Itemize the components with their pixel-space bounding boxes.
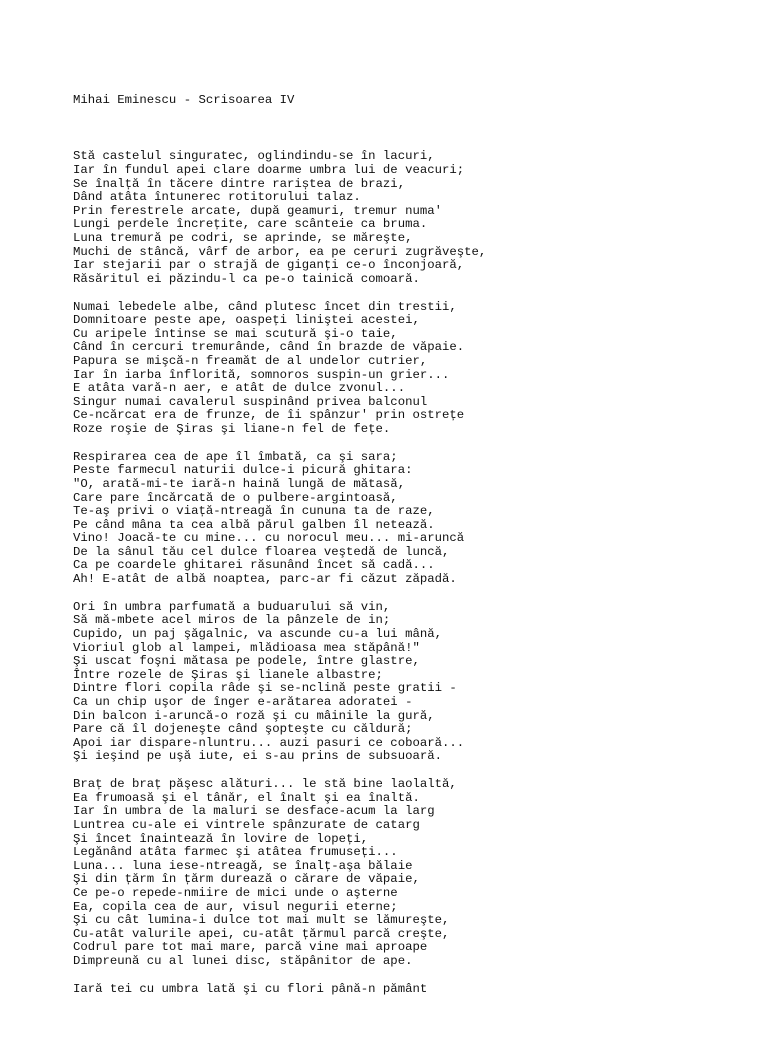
stanza <box>73 150 753 286</box>
poem-line: Şi uscat foşni mătasa pe podele, între glastre, <box>73 654 420 669</box>
poem-body <box>73 150 753 996</box>
poem-line: Ce pe-o repede-nmiire de mici unde o aşterne <box>73 885 398 900</box>
poem-line: Singur numai cavalerul suspinând privea balconul <box>73 394 428 409</box>
poem-line: Şi din țărm în țărm durează o cărare de văpaie, <box>73 872 420 887</box>
poem-line: Cu aripele întinse se mai scutură şi-o taie, <box>73 326 398 341</box>
poem-text <box>73 67 753 1038</box>
poem-line: Ea frumoasă şi el tânăr, el înalt şi ea înaltă. <box>73 790 420 805</box>
poem-line: Vino! Joacă-te cu mine... cu norocul meu... mi-aruncă <box>73 531 465 546</box>
stanza <box>73 983 753 997</box>
poem-line: Care pare încărcată de o pulbere-argintoasă, <box>73 490 398 505</box>
poem-line: Iar în umbra de la maluri se desface-acum la larg <box>73 804 435 819</box>
poem-line: Luna tremură pe codri, se aprinde, se măreşte, <box>73 231 413 246</box>
poem-line: Din balcon i-aruncă-o roză şi cu mâinile la gură, <box>73 708 435 723</box>
poem-line: Iar în iarba înflorită, somnoros suspin-un grier... <box>73 367 450 382</box>
poem-line: Lungi perdele încrețite, care scânteie ca bruma. <box>73 217 428 232</box>
poem-line: Luna... luna iese-ntreagă, se înalț-aşa bălaie <box>73 858 413 873</box>
poem-line: Să mă-mbete acel miros de la pânzele de in; <box>73 613 391 628</box>
poem-line: Braț de braț păşesc alături... le stă bine laolaltă, <box>73 777 457 792</box>
poem-line: Când în cercuri tremurânde, când în brazde de văpaie. <box>73 340 465 355</box>
poem-line: Stă castelul singuratec, oglindindu-se în lacuri, <box>73 149 435 164</box>
poem-line: Ca pe coardele ghitarei răsunând încet să cadă... <box>73 558 435 573</box>
poem-line: Iar stejarii par o strajă de giganți ce-o înconjoară, <box>73 258 465 273</box>
poem-line: Prin ferestrele arcate, după geamuri, tremur numa' <box>73 203 442 218</box>
poem-line: Numai lebedele albe, când plutesc încet din trestii, <box>73 299 457 314</box>
poem-line: Şi încet înaintează în lovire de lopeți, <box>73 831 369 846</box>
poem-line: Între rozele de Şiras şi lianele albastre; <box>73 667 383 682</box>
poem-line: Vioriul glob al lampei, mlădioasa mea stăpână!" <box>73 640 420 655</box>
poem-line: Respirarea cea de ape îl îmbată, ca şi sara; <box>73 449 398 464</box>
poem-line: Codrul pare tot mai mare, parcă vine mai aproape <box>73 940 428 955</box>
stanza <box>73 451 753 587</box>
poem-line: Domnitoare peste ape, oaspeți liniştei acestei, <box>73 313 420 328</box>
poem-line: Iar în fundul apei clare doarme umbra lui de veacuri; <box>73 163 465 178</box>
poem-line: "O, arată-mi-te iară-n haină lungă de mătasă, <box>73 476 406 491</box>
stanza <box>73 601 753 764</box>
poem-line: Cupido, un paj şăgalnic, va ascunde cu-a lui mână, <box>73 627 442 642</box>
stanza <box>73 301 753 437</box>
poem-line: Cu-atât valurile apei, cu-atât țărmul parcă creşte, <box>73 926 450 941</box>
poem-line: E atâta vară-n aer, e atât de dulce zvonul... <box>73 381 406 396</box>
poem-line: Ori în umbra parfumată a buduarului să vin, <box>73 599 391 614</box>
poem-line: Dintre flori copila râde şi se-nclină peste gratii - <box>73 681 457 696</box>
poem-line: Ce-ncărcat era de frunze, de îi spânzur' prin ostrețe <box>73 408 465 423</box>
poem-line: Ah! E-atât de albă noaptea, parc-ar fi căzut zăpadă. <box>73 572 457 587</box>
poem-line: Muchi de stâncă, vârf de arbor, ea pe ceruri zugrăveşte, <box>73 244 487 259</box>
poem-line: Papura se mişcă-n freamăt de al undelor cutrier, <box>73 353 428 368</box>
stanza <box>73 778 753 968</box>
poem-line: Luntrea cu-ale ei vintrele spânzurate de catarg <box>73 817 420 832</box>
poem-line: De la sânul tău cel dulce floarea veştedă de luncă, <box>73 544 450 559</box>
poem-line: Te-aş privi o viață-ntreagă în cununa ta de raze, <box>73 504 435 519</box>
poem-line: Pe când mâna ta cea albă părul galben îl netează. <box>73 517 435 532</box>
poem-line: Roze roşie de Şiras şi liane-n fel de fețe. <box>73 421 391 436</box>
poem-line: Dimpreună cu al lunei disc, stăpânitor de ape. <box>73 953 413 968</box>
poem-line: Dând atâta întunerec rotitorului talaz. <box>73 190 361 205</box>
poem-line: Şi cu cât lumina-i dulce tot mai mult se lămureşte, <box>73 913 450 928</box>
poem-line: Se înalță în tăcere dintre rariștea de brazi, <box>73 176 406 191</box>
poem-line: Pare că îl dojeneşte când şopteşte cu căldură; <box>73 722 413 737</box>
document-title: Mihai Eminescu - Scrisoarea IV <box>73 93 295 108</box>
poem-line: Apoi iar dispare-nluntru... auzi pasuri ce coboară... <box>73 735 465 750</box>
poem-line: Ca un chip uşor de înger e-arătarea adoratei - <box>73 695 413 709</box>
poem-line: Legănând atâta farmec şi atâtea frumuseți... <box>73 845 398 860</box>
poem-line: Şi ieşind pe uşă iute, ei s-au prins de subsuoară. <box>73 749 442 764</box>
poem-line: Iară tei cu umbra lată şi cu flori până-n pământ <box>73 981 428 996</box>
poem-line: Ea, copila cea de aur, visul negurii eterne; <box>73 899 398 914</box>
poem-line: Răsăritul ei păzindu-l ca pe-o tainică comoară. <box>73 271 420 286</box>
poem-line: Peste farmecul naturii dulce-i picură ghitara: <box>73 463 413 478</box>
